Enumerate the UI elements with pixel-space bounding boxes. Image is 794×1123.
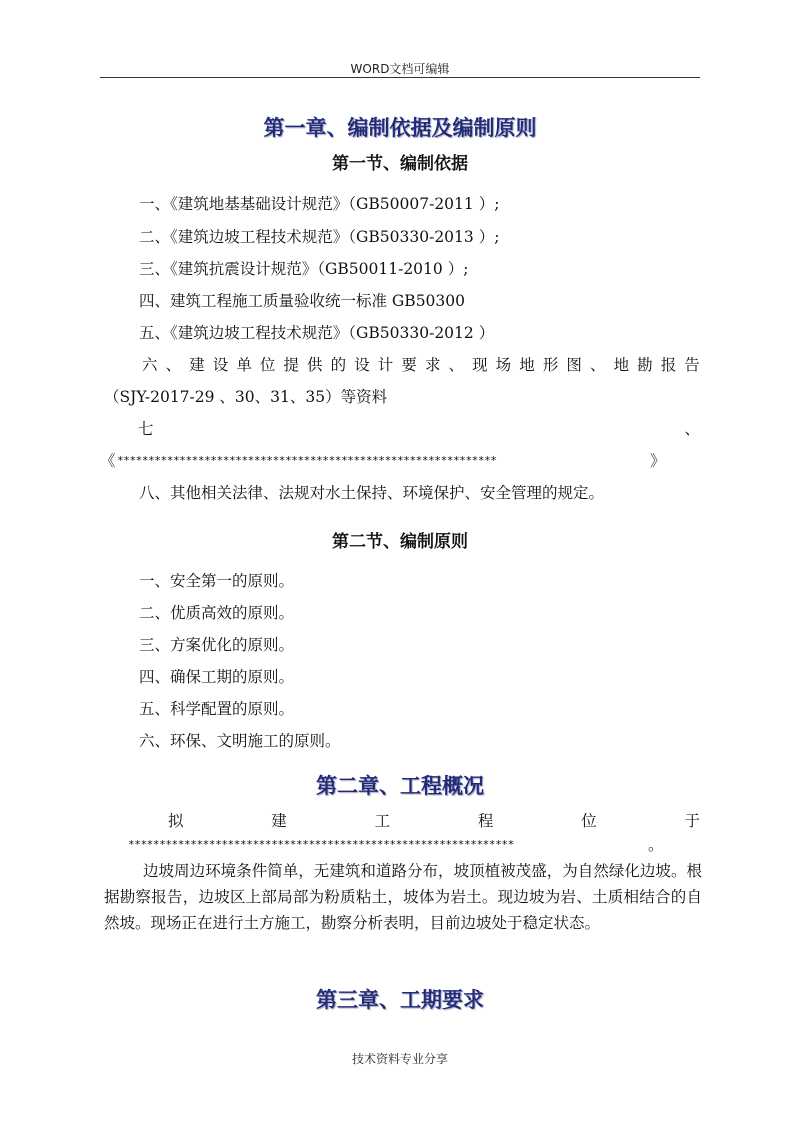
basis-item-6-char: 要 (401, 356, 417, 374)
chapter-3-title: 第三章、工期要求 (316, 988, 484, 1012)
page-footer: 技术资料专业分享 (351, 1052, 448, 1066)
project-location-word: 位 (581, 812, 597, 830)
basis-item-6 (142, 355, 700, 375)
project-overview-paragraph: 边坡周边环境条件简单，无建筑和道路分布，坡顶植被茂盛，为自然绿化边坡。根据勘察报告，边坡区上部局部为粉质粘土，坡体为岩土。现边坡为岩、土质相结合的自然坡。现场正在进行土方施工，勘察分析表明，目前边坡处于稳定状态。 (104, 862, 702, 932)
project-location-word: 于 (684, 812, 700, 830)
basis-item-6-char: 告 (684, 356, 700, 374)
basis-item-6-char: 报 (660, 356, 677, 374)
basis-item-6-char: 计 (377, 356, 394, 374)
project-location-word: 程 (477, 812, 494, 830)
project-location-word: 建 (271, 812, 287, 830)
basis-item-4: 四、建筑工程施工质量验收统一标准 GB50300 (139, 292, 466, 310)
basis-item-6-char: 单 (236, 356, 252, 374)
basis-item-6-char: 提 (283, 356, 299, 374)
basis-item-6-char: 供 (307, 356, 323, 374)
principle-item-5: 五、科学配置的原则。 (139, 700, 295, 718)
principle-item-4: 四、确保工期的原则。 (139, 668, 295, 686)
basis-item-7-redacted: ************************************************************* (117, 454, 497, 467)
chapter-1-title: 第一章、编制依据及编制原则 (263, 116, 537, 140)
page-header: WORD文档可编辑 (350, 62, 450, 76)
basis-item-6-char: 图 (566, 356, 582, 374)
basis-item-6-char: 建 (189, 356, 205, 374)
principle-item-6: 六、环保、文明施工的原则。 (139, 732, 341, 750)
section-1-title: 第一节、编制依据 (332, 154, 468, 174)
basis-item-6-char: 地 (519, 356, 535, 374)
basis-item-7-number: 七 (138, 420, 154, 438)
basis-item-6-char: 现 (472, 356, 488, 374)
project-location-word: 拟 (168, 812, 184, 830)
basis-item-3: 三、《建筑抗震设计规范》（GB50011-2010 ）; (139, 260, 469, 278)
chapter-2-title: 第二章、工程概况 (316, 774, 484, 798)
principle-item-1: 一、安全第一的原则。 (139, 572, 295, 590)
basis-item-6-continuation: （SJY-2017-29 、30、31、35）等资料 (104, 388, 388, 406)
basis-item-7-close-bracket: 》 (650, 452, 666, 470)
principle-item-3: 三、方案优化的原则。 (139, 636, 295, 654)
principle-item-2: 二、优质高效的原则。 (139, 604, 295, 622)
basis-item-6-char: 场 (495, 356, 512, 374)
project-location-word: 工 (374, 812, 391, 830)
basis-item-6-char: 勘 (637, 356, 653, 374)
basis-item-2: 二、《建筑边坡工程技术规范》（GB50330-2013 ）; (139, 228, 500, 246)
basis-item-7-open-bracket: 《 (100, 452, 116, 470)
basis-item-7 (138, 419, 700, 439)
basis-item-7-comma: 、 (684, 420, 700, 438)
basis-item-6-char: 设 (354, 356, 370, 374)
basis-item-5: 五、《建筑边坡工程技术规范》（GB50330-2012 ） (139, 324, 495, 342)
section-2-title: 第二节、编制原则 (332, 532, 468, 552)
basis-item-6-char: 形 (542, 356, 559, 374)
basis-item-6-char: 、 (165, 356, 182, 374)
basis-item-6-char: 设 (212, 356, 229, 374)
basis-item-6-char: 、 (448, 356, 465, 374)
basis-item-1: 一、《建筑地基基础设计规范》（GB50007-2011 ）; (139, 195, 500, 213)
basis-item-6-char: 求 (424, 356, 441, 374)
header-divider (100, 77, 700, 78)
basis-item-8: 八、其他相关法律、法规对水土保持、环境保护、安全管理的规定。 (139, 484, 605, 502)
basis-item-6-char: 的 (330, 356, 347, 374)
project-location-redacted: ************************************************************** (128, 838, 514, 851)
basis-item-6-char: 六 (142, 356, 158, 374)
basis-item-6-char: 、 (589, 356, 606, 374)
basis-item-6-char: 地 (613, 356, 630, 374)
basis-item-6-char: 位 (259, 356, 276, 374)
project-location-period: 。 (648, 836, 664, 854)
project-location-line (168, 811, 700, 831)
